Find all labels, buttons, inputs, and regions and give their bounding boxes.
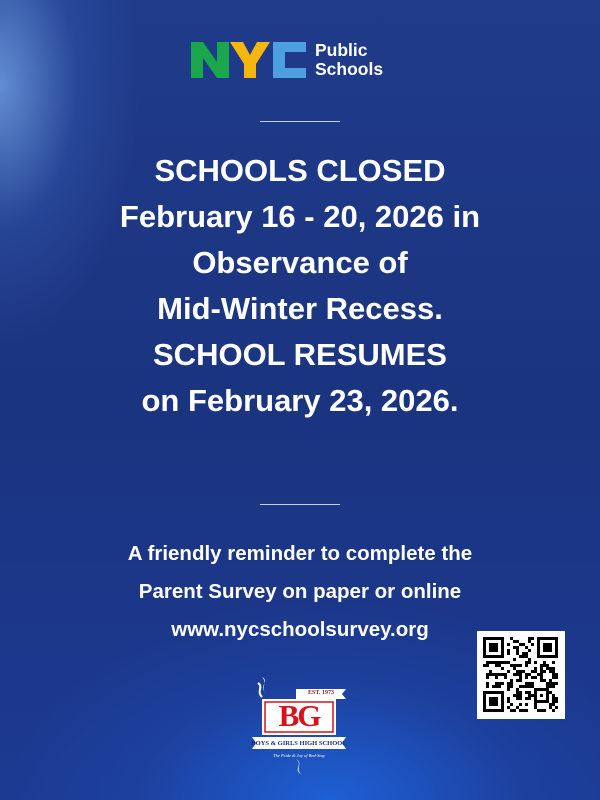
nyc-logo-mark-icon [189, 38, 307, 82]
headline-line-1: SCHOOLS CLOSED [154, 153, 446, 188]
crest-est: EST. 1973 [308, 690, 334, 696]
crest-motto: The Pride & Joy of Bed-Stuy [273, 753, 325, 758]
reminder-line-2: Parent Survey on paper or online [138, 580, 462, 603]
logo-line-public: Public [315, 40, 368, 60]
qr-code[interactable] [477, 631, 565, 719]
divider-top [260, 121, 340, 122]
qr-code-icon [477, 631, 565, 719]
headline-line-5: SCHOOL RESUMES [153, 337, 447, 372]
closure-headline [20, 148, 580, 424]
school-crest-logo [250, 673, 348, 777]
headline-line-3: Observance of [192, 245, 408, 280]
nyc-public-schools-logo [189, 38, 383, 82]
crest-school-name: BOYS & GIRLS HIGH SCHOOL [251, 740, 347, 747]
crest-initials: BG [278, 698, 320, 733]
headline-line-6: on February 23, 2026. [141, 383, 459, 418]
logo-line-schools: Schools [315, 59, 384, 79]
headline-line-2: February 16 - 20, 2026 in [119, 199, 481, 234]
divider-bottom [260, 504, 340, 505]
reminder-line-1: A friendly reminder to complete the [127, 542, 473, 565]
survey-url-link[interactable]: www.nycschoolsurvey.org [171, 618, 429, 641]
headline-line-4: Mid-Winter Recess. [157, 291, 443, 326]
